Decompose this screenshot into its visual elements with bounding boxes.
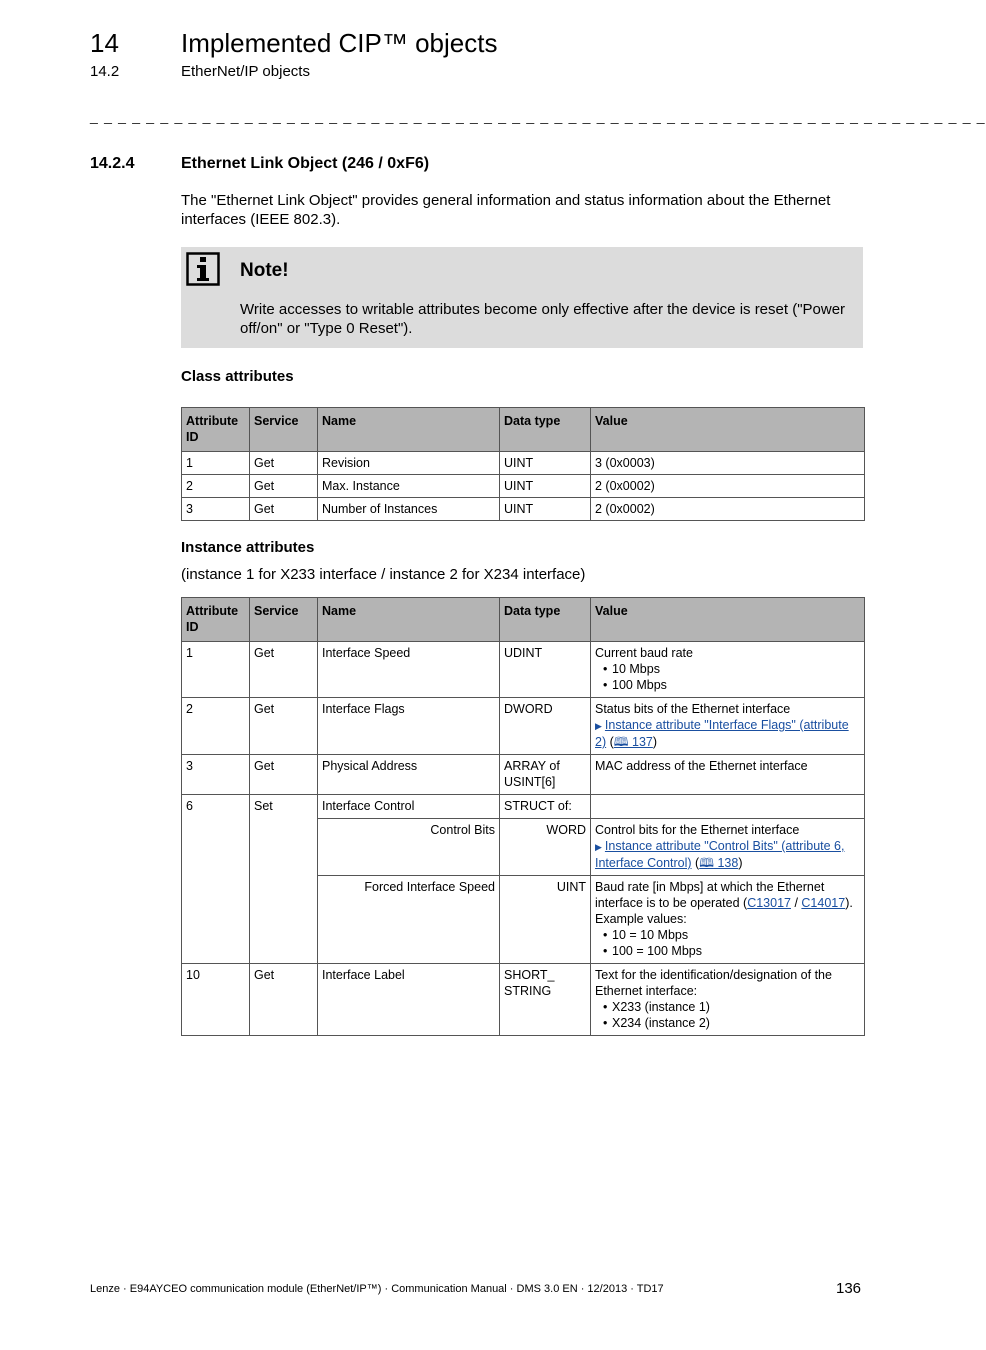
list-item: • 10 = 10 Mbps: [603, 927, 860, 943]
value-text-part: Baud rate [in Mbps] at which the Ethernet interface is to be operated (: [595, 880, 825, 910]
class-attributes-table: [181, 407, 865, 521]
cell-service: Get: [250, 642, 318, 698]
cell-service: Get: [250, 475, 318, 498]
cell-name: Physical Address: [318, 755, 500, 795]
ref-open: (: [691, 856, 700, 870]
header-name: Name: [318, 598, 500, 642]
list-item: • 100 = 100 Mbps: [603, 943, 860, 959]
cell-data-type: DWORD: [500, 698, 591, 755]
cell-value: [591, 876, 865, 964]
code-c14017-link[interactable]: C14017: [801, 896, 846, 910]
table-row: [182, 795, 865, 819]
value-text: Current baud rate: [595, 646, 693, 660]
cell-attribute-id: 1: [182, 642, 250, 698]
page-ref-link[interactable]: [614, 735, 653, 749]
cell-service: Get: [250, 498, 318, 521]
list-item: • X233 (instance 1): [603, 999, 860, 1015]
cell-service: Get: [250, 452, 318, 475]
cell-attribute-id: 3: [182, 498, 250, 521]
cell-service: Get: [250, 964, 318, 1036]
header-name: Name: [318, 408, 500, 452]
value-text: Status bits of the Ethernet interface: [595, 702, 791, 716]
header-data-type: Data type: [500, 598, 591, 642]
value-list: [595, 999, 860, 1031]
cell-attribute-id: 2: [182, 475, 250, 498]
header-divider: _ _ _ _ _ _ _ _ _ _ _ _ _ _ _ _ _ _ _ _ _ _ _ _ _ _ _ _ _ _ _ _ _ _ _ _ _ _ _ _ _ _ _ _ _ _ _ _ _ _ _ _ _ _ _ _ _ _ _ _ _ _ _ _: [90, 108, 986, 124]
book-icon: 🕮: [699, 856, 714, 870]
cell-attribute-id: 3: [182, 755, 250, 795]
cell-attribute-id: 2: [182, 698, 250, 755]
cell-data-type: WORD: [500, 819, 591, 876]
list-item: • X234 (instance 2): [603, 1015, 860, 1031]
instance-attributes-table: [181, 597, 865, 1036]
cell-data-type: ARRAY of USINT[6]: [500, 755, 591, 795]
cell-value: [591, 698, 865, 755]
cell-name: Interface Control: [318, 795, 500, 819]
header-service: Service: [250, 408, 318, 452]
table-row: [182, 755, 865, 795]
cell-value: [591, 819, 865, 876]
value-list: [595, 927, 860, 959]
cell-value: [591, 964, 865, 1036]
cell-data-type: UINT: [500, 498, 591, 521]
page-number: 136: [836, 1280, 862, 1297]
table-row: [182, 452, 865, 475]
instance-attributes-heading: Instance attributes: [181, 539, 315, 556]
cell-data-type: STRUCT of:: [500, 795, 591, 819]
cell-value: MAC address of the Ethernet interface: [591, 755, 865, 795]
ref-close: ): [652, 735, 658, 749]
info-icon: [186, 252, 220, 286]
cell-data-type: UINT: [500, 876, 591, 964]
value-text-part: ).: [845, 896, 853, 910]
subsection-title: Ethernet Link Object (246 / 0xF6): [181, 155, 430, 172]
cell-value: 3 (0x0003): [591, 452, 865, 475]
control-bits-link[interactable]: Instance attribute "Control Bits" (attribute 6, Interface Control): [595, 839, 845, 870]
note-title: Note!: [240, 260, 289, 281]
cell-name: Revision: [318, 452, 500, 475]
cell-service: Get: [250, 755, 318, 795]
cell-value: 2 (0x0002): [591, 475, 865, 498]
cell-name: Interface Speed: [318, 642, 500, 698]
cell-value: [591, 795, 865, 819]
class-attributes-heading: Class attributes: [181, 368, 294, 385]
subsection-number: 14.2.4: [90, 155, 135, 172]
cell-data-type: UINT: [500, 475, 591, 498]
separator: /: [790, 896, 802, 910]
ref-close: ): [738, 856, 743, 870]
cross-reference: [595, 838, 860, 871]
footer-text: Lenze · E94AYCEO communication module (EtherNet/IP™) · Communication Manual · DMS 3.0 EN · 12/2013 · TD17: [90, 1283, 664, 1295]
value-list: [595, 661, 860, 693]
header-service: Service: [250, 598, 318, 642]
cell-data-type: UINT: [500, 452, 591, 475]
cell-attribute-id: 6: [182, 795, 250, 964]
arrow-right-icon: ▶: [595, 842, 602, 852]
intro-paragraph: The "Ethernet Link Object" provides general information and status information about the Ethernet interfaces (IEEE 802.3).: [181, 192, 831, 228]
note-box: [181, 247, 863, 348]
note-text: Write accesses to writable attributes become only effective after the device is reset ("Power off/on" or "Type 0 Reset").: [240, 301, 846, 337]
chapter-number: 14: [90, 28, 119, 58]
cell-name: Interface Label: [318, 964, 500, 1036]
cell-data-type: SHORT_ STRING: [500, 964, 591, 1036]
ref-open: (: [606, 735, 614, 749]
cell-name: Interface Flags: [318, 698, 500, 755]
arrow-right-icon: ▶: [595, 721, 602, 731]
header-value: Value: [591, 408, 865, 452]
cell-attribute-id: 10: [182, 964, 250, 1036]
cell-name: Forced Interface Speed: [318, 876, 500, 964]
cell-service: Get: [250, 698, 318, 755]
header-attribute-id: Attribute ID: [182, 598, 250, 642]
page-ref: 137: [628, 735, 653, 749]
example-label: Example values:: [595, 912, 687, 926]
page-ref: 138: [713, 856, 739, 870]
cell-value: [591, 642, 865, 698]
cell-name: Control Bits: [318, 819, 500, 876]
code-c13017-link[interactable]: C13017: [747, 896, 791, 910]
cell-service: Set: [250, 795, 318, 964]
value-text: Text for the identification/designation of the Ethernet interface:: [595, 968, 832, 998]
cross-reference: [595, 717, 860, 750]
cell-name: Max. Instance: [318, 475, 500, 498]
table-row: [182, 698, 865, 755]
book-icon: 🕮: [613, 735, 629, 749]
table-row: [182, 498, 865, 521]
cell-value: 2 (0x0002): [591, 498, 865, 521]
table-row: [182, 964, 865, 1036]
value-text: [595, 879, 860, 911]
header-data-type: Data type: [500, 408, 591, 452]
table-header-row: [182, 598, 865, 642]
cell-name: Number of Instances: [318, 498, 500, 521]
header-value: Value: [591, 598, 865, 642]
list-item: • 10 Mbps: [603, 661, 860, 677]
header-attribute-id: Attribute ID: [182, 408, 250, 452]
cell-attribute-id: 1: [182, 452, 250, 475]
interface-flags-link[interactable]: Instance attribute "Interface Flags" (attribute 2): [595, 718, 849, 749]
section-number: 14.2: [90, 63, 120, 80]
list-item: • 100 Mbps: [603, 677, 860, 693]
value-text: Control bits for the Ethernet interface: [595, 823, 800, 837]
table-header-row: [182, 408, 865, 452]
instance-attributes-subtitle: (instance 1 for X233 interface / instance 2 for X234 interface): [181, 566, 586, 583]
table-row: [182, 642, 865, 698]
chapter-title: Implemented CIP™ objects: [181, 28, 498, 58]
section-title: EtherNet/IP objects: [181, 63, 310, 80]
table-row: [182, 475, 865, 498]
page-ref-link[interactable]: [699, 856, 738, 870]
cell-data-type: UDINT: [500, 642, 591, 698]
